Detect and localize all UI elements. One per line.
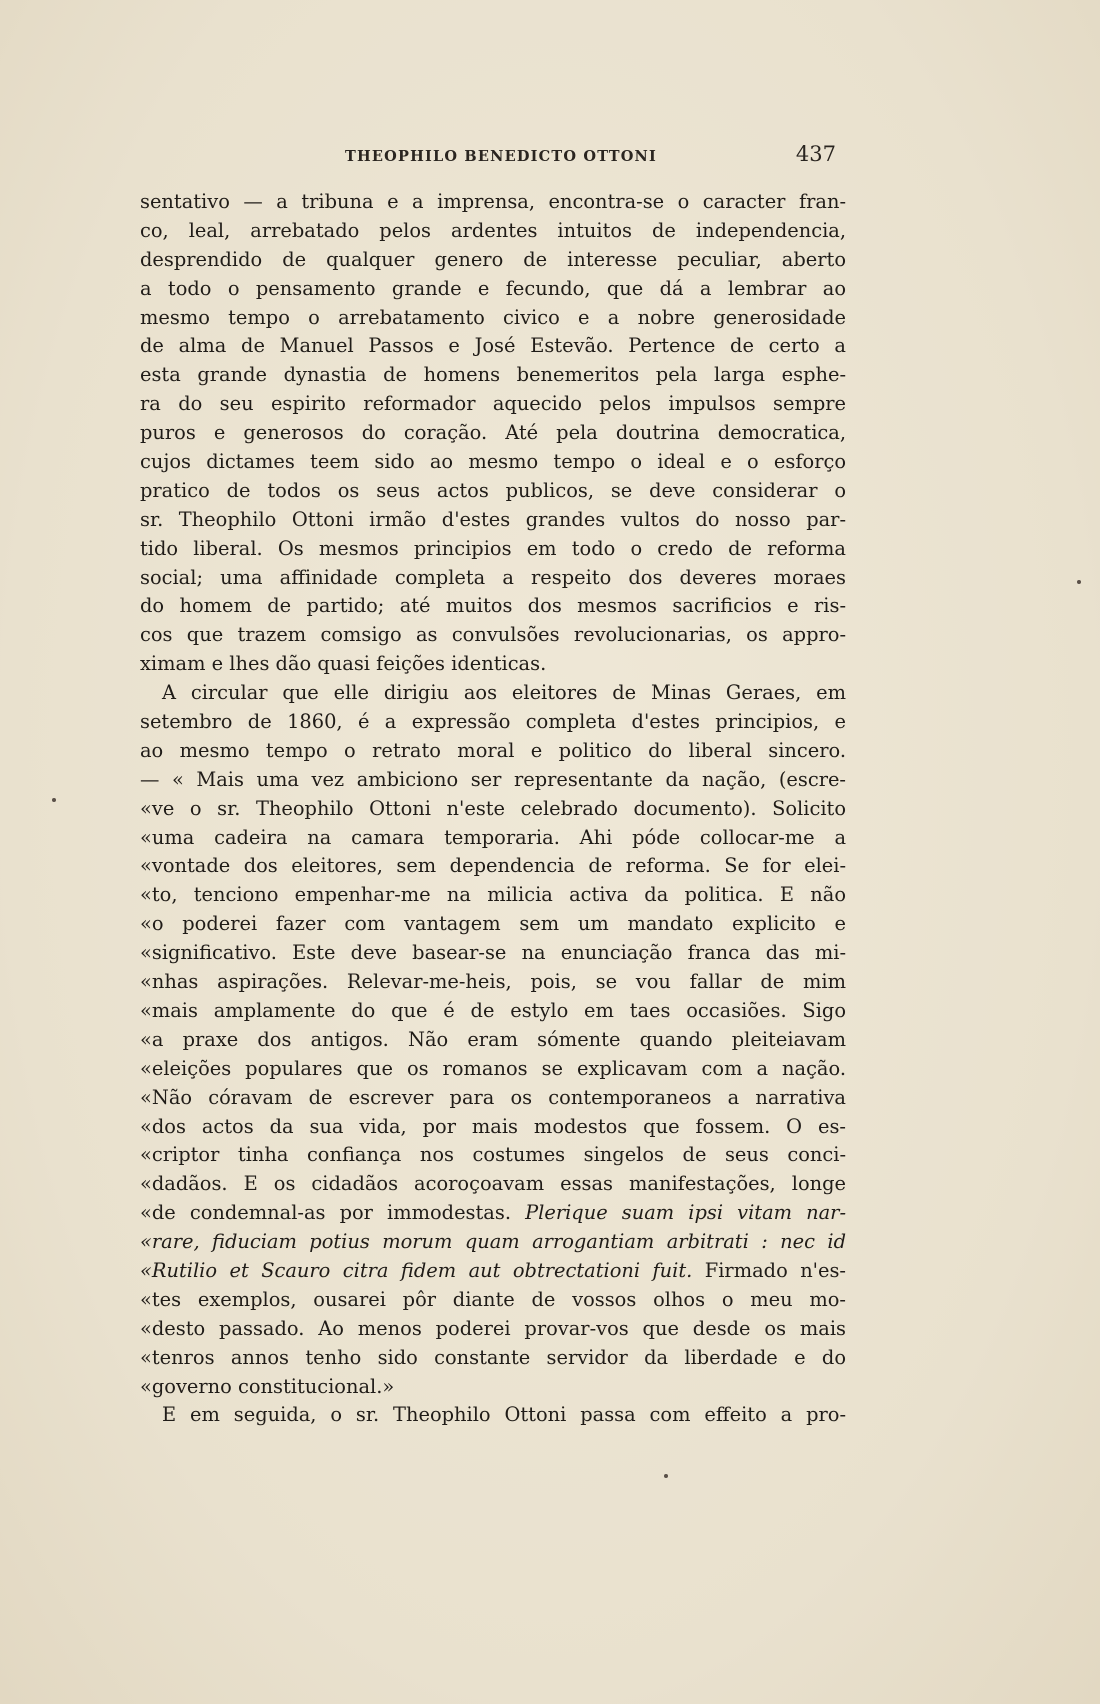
text-line: setembro de 1860, é a expressão completa d'estes principios, e <box>140 710 846 734</box>
running-head: THEOPHILO BENEDICTO OTTONI <box>345 148 657 165</box>
text-segment: «de condemnal-as por immodestas. <box>140 1201 511 1225</box>
text-line: pratico de todos os seus actos publicos, se deve considerar o <box>140 478 846 502</box>
text-line: cujos dictames teem sido ao mesmo tempo o ideal e o esforço <box>140 450 846 474</box>
latin-quote-line <box>140 1228 846 1257</box>
text-line: cos que trazem comsigo as convulsões revolucionarias, os appro- <box>140 623 846 647</box>
text-line: sentativo — a tribuna e a imprensa, encontra-se o caracter fran- <box>140 190 846 213</box>
text-line: desprendido de qualquer genero de interesse peculiar, aberto <box>140 247 846 271</box>
text-line: «significativo. Este deve basear-se na enunciação franca das mi- <box>140 941 846 965</box>
text-line: ximam e lhes dão quasi feições identicas. <box>140 652 547 676</box>
text-line: «dos actos da sua vida, por mais modestos que fossem. O es- <box>140 1114 846 1138</box>
text-line: «criptor tinha confiança nos costumes singelos de seus conci- <box>140 1143 846 1167</box>
ink-speck <box>52 798 56 802</box>
text-line: esta grande dynastia de homens benemeritos pela larga esphe- <box>140 363 846 387</box>
latin-quote-segment: «Rutilio et Scauro citra fidem aut obtrectationi fuit. <box>140 1258 693 1282</box>
mixed-line <box>140 1199 846 1228</box>
text-line: «nhas aspirações. Relevar-me-heis, pois, se vou fallar de mim <box>140 970 846 994</box>
text-line: «a praxe dos antigos. Não eram sómente quando pleiteiavam <box>140 1027 846 1051</box>
page-number: 437 <box>795 142 836 166</box>
text-line: «ve o sr. Theophilo Ottoni n'este celebrado documento). Solicito <box>140 796 846 820</box>
latin-quote-segment: «rare, fiduciam potius morum quam arrogantiam arbitrati : nec id <box>140 1230 846 1254</box>
text-line: ra do seu espirito reformador aquecido pelos impulsos sempre <box>140 392 846 416</box>
text-line: «o poderei fazer com vantagem sem um mandato explicito e <box>140 912 846 936</box>
text-line: «eleições populares que os romanos se explicavam com a nação. <box>140 1056 846 1080</box>
text-line: «to, tenciono empenhar-me na milicia activa da politica. E não <box>140 883 846 907</box>
text-line: «dadãos. E os cidadãos acoroçoavam essas manifestações, longe <box>140 1172 846 1196</box>
text-line: «Não córavam de escrever para os contemporaneos a narrativa <box>140 1085 846 1109</box>
latin-quote-segment: Plerique suam ipsi vitam nar- <box>525 1201 846 1225</box>
text-line: «mais amplamente do que é de estylo em taes occasiões. Sigo <box>140 998 846 1022</box>
text-line: ao mesmo tempo o retrato moral e politico do liberal sincero. <box>140 738 846 762</box>
text-line: sr. Theophilo Ottoni irmão d'estes grandes vultos do nosso par- <box>140 507 846 531</box>
page-header <box>140 142 846 174</box>
text-line: do homem de partido; até muitos dos mesmos sacrificios e ris- <box>140 594 846 618</box>
text-line: co, leal, arrebatado pelos ardentes intuitos de independencia, <box>140 218 846 242</box>
text-line: social; uma affinidade completa a respeito dos deveres moraes <box>140 565 846 589</box>
text-line: tido liberal. Os mesmos principios em todo o credo de reforma <box>140 536 846 560</box>
ink-speck <box>1077 580 1081 584</box>
text-line: de alma de Manuel Passos e José Estevão. Pertence de certo a <box>140 334 846 358</box>
text-line: — « Mais uma vez ambiciono ser representante da nação, (escre- <box>140 767 846 791</box>
text-segment: Firmado n'es- <box>704 1258 846 1282</box>
text-line: «tes exemplos, ousarei pôr diante de vossos olhos o meu mo- <box>140 1287 846 1311</box>
body-text <box>140 188 846 1430</box>
ink-speck <box>664 1474 668 1478</box>
mixed-line <box>140 1257 846 1286</box>
text-line: «desto passado. Ao menos poderei provar-vos que desde os mais <box>140 1316 846 1340</box>
paragraph-start-line: A circular que elle dirigiu aos eleitores de Minas Geraes, em <box>162 681 846 705</box>
paragraph-start-line: E em seguida, o sr. Theophilo Ottoni passa com effeito a pro- <box>162 1403 846 1427</box>
text-line: a todo o pensamento grande e fecundo, que dá a lembrar ao <box>140 276 846 300</box>
text-line: «governo constitucional.» <box>140 1374 395 1398</box>
text-line: mesmo tempo o arrebatamento civico e a nobre generosidade <box>140 305 846 329</box>
text-line: «uma cadeira na camara temporaria. Ahi póde collocar-me a <box>140 825 846 849</box>
text-line: «tenros annos tenho sido constante servidor da liberdade e do <box>140 1345 846 1369</box>
text-line: puros e generosos do coração. Até pela doutrina democratica, <box>140 421 846 445</box>
text-line: «vontade dos eleitores, sem dependencia de reforma. Se for elei- <box>140 854 846 878</box>
